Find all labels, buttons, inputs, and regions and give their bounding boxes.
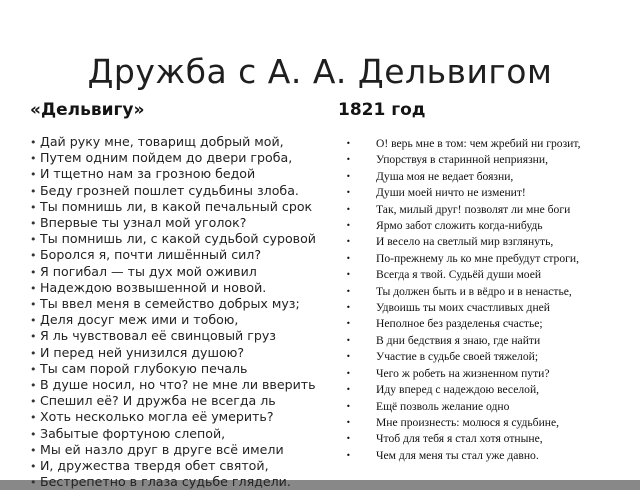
poem-line bbox=[333, 169, 633, 185]
poem-line-text: Путем одним пойдем до двери гроба, bbox=[40, 150, 293, 166]
bullet-icon: • bbox=[346, 303, 351, 313]
poem-line bbox=[28, 426, 333, 442]
poem-line-text: Чтоб для тебя я стал хотя отныне, bbox=[376, 432, 543, 446]
poem-line-text: Участие в судьбе своей тяжелой; bbox=[376, 350, 539, 364]
bullet-icon: • bbox=[30, 249, 37, 263]
bullet-icon: • bbox=[346, 434, 351, 444]
bullet-icon: • bbox=[30, 152, 37, 166]
poem-line-text: О! верь мне в том: чем жребий ни грозит, bbox=[376, 137, 581, 150]
poem-line-text: Всегда я твой. Судьёй души моей bbox=[376, 268, 542, 282]
poem-line-text: Дай руку мне, товарищ добрый мой, bbox=[40, 134, 284, 149]
poem-line-text: Мы ей назло друг в друге всё имели bbox=[40, 441, 284, 457]
poem-line bbox=[28, 328, 333, 344]
poem-line-text: И перед ней унизился душою? bbox=[40, 344, 245, 360]
poem-line bbox=[333, 415, 633, 431]
poem-line-text: Надеждою возвышенной и новой. bbox=[40, 279, 267, 295]
bullet-icon: • bbox=[30, 200, 37, 214]
poem-line-text: Ты помнишь ли, в какой печальный срок bbox=[40, 198, 313, 214]
poem-line-text: Иду вперед с надеждою веселой, bbox=[376, 383, 540, 397]
bullet-icon: • bbox=[346, 237, 351, 247]
poem-line bbox=[28, 150, 333, 166]
poem-line bbox=[333, 152, 633, 168]
bullet-icon: • bbox=[346, 286, 351, 296]
bullet-icon: • bbox=[346, 319, 351, 329]
poem-line bbox=[28, 361, 333, 377]
poem-line-text: Упорствуя в старинной неприязни, bbox=[376, 153, 548, 167]
poem-line bbox=[333, 382, 633, 398]
poem-line bbox=[28, 312, 333, 328]
poem-line-text: В душе носил, но что? не мне ли вверить bbox=[40, 377, 316, 393]
poem-line-text: Ты должен быть и в вёдро и в ненастье, bbox=[376, 284, 572, 298]
bullet-icon: • bbox=[30, 298, 37, 312]
poem-line-text: Ты помнишь ли, с какой судьбой суровой bbox=[40, 231, 316, 247]
poem-line bbox=[333, 448, 633, 464]
poem-line bbox=[333, 300, 633, 316]
bullet-icon: • bbox=[30, 330, 37, 344]
poem-line-text: В дни бедствия я знаю, где найти bbox=[376, 333, 541, 347]
left-poem-list bbox=[28, 134, 333, 490]
bullet-icon: • bbox=[346, 352, 351, 362]
poem-line bbox=[28, 183, 333, 199]
poem-line bbox=[28, 231, 333, 247]
bullet-icon: • bbox=[30, 476, 37, 490]
bullet-icon: • bbox=[30, 443, 37, 457]
poem-line-text: Ты сам порой глубокую печаль bbox=[40, 360, 248, 376]
bullet-icon: • bbox=[30, 427, 37, 441]
poem-line bbox=[333, 202, 633, 218]
poem-line bbox=[333, 267, 633, 283]
poem-line-text: Я ль чувствовал её свинцовый груз bbox=[40, 328, 276, 344]
poem-line bbox=[28, 166, 333, 182]
poem-line bbox=[28, 296, 333, 312]
slide-content bbox=[28, 100, 634, 490]
bullet-icon: • bbox=[30, 168, 37, 182]
poem-line bbox=[28, 199, 333, 215]
poem-line bbox=[28, 458, 333, 474]
poem-line bbox=[28, 264, 333, 280]
bullet-icon: • bbox=[346, 335, 351, 345]
bullet-icon: • bbox=[346, 155, 351, 165]
right-column-heading: 1821 год bbox=[338, 100, 426, 120]
poem-line-text: Впервые ты узнал мой уголок? bbox=[40, 215, 247, 231]
poem-line-text: И весело на светлый мир взглянуть, bbox=[376, 235, 554, 249]
bullet-icon: • bbox=[30, 233, 37, 247]
poem-line bbox=[333, 349, 633, 365]
poem-line-text: Деля досуг меж ими и тобою, bbox=[40, 312, 239, 328]
poem-line bbox=[333, 399, 633, 415]
bullet-icon: • bbox=[346, 253, 351, 263]
poem-line-text: Мне произнесть: молюся я судьбине, bbox=[376, 415, 560, 429]
bullet-icon: • bbox=[346, 188, 351, 198]
poem-line-text: Спешил её? И дружба не всегда ль bbox=[40, 393, 276, 409]
poem-line bbox=[28, 442, 333, 458]
bullet-icon: • bbox=[30, 379, 37, 393]
poem-line-text: Чем для меня ты стал уже давно. bbox=[376, 448, 539, 462]
bullet-icon: • bbox=[30, 362, 37, 376]
poem-line bbox=[333, 366, 633, 382]
bullet-icon: • bbox=[30, 460, 37, 474]
bullet-icon: • bbox=[346, 204, 351, 214]
right-column bbox=[333, 100, 633, 490]
poem-line-text: Бестрепетно в глаза судьбе глядели. bbox=[40, 474, 291, 490]
bullet-icon: • bbox=[346, 385, 351, 395]
poem-line bbox=[333, 316, 633, 332]
poem-line bbox=[333, 218, 633, 234]
bullet-icon: • bbox=[346, 221, 351, 231]
poem-line-text: Я погибал — ты дух мой оживил bbox=[40, 263, 257, 279]
bullet-icon: • bbox=[346, 401, 351, 411]
poem-line-text: Беду грозней пошлет судьбины злоба. bbox=[40, 182, 299, 198]
bullet-icon: • bbox=[346, 139, 351, 148]
poem-line bbox=[333, 431, 633, 447]
poem-line-text: Так, милый друг! позволят ли мне боги bbox=[376, 202, 571, 216]
poem-line bbox=[28, 345, 333, 361]
bullet-icon: • bbox=[30, 411, 37, 425]
poem-line-text: И тщетно нам за грозною бедой bbox=[40, 166, 256, 182]
poem-line bbox=[28, 134, 333, 150]
poem-line-text: Удвоишь ты моих счастливых дней bbox=[376, 301, 550, 315]
poem-line bbox=[28, 474, 333, 490]
poem-line bbox=[28, 393, 333, 409]
bullet-icon: • bbox=[30, 217, 37, 231]
poem-line bbox=[28, 409, 333, 425]
poem-line-text: Неполное без разделенья счастье; bbox=[376, 317, 543, 331]
poem-line bbox=[28, 280, 333, 296]
bullet-icon: • bbox=[30, 314, 37, 328]
bullet-icon: • bbox=[30, 346, 37, 360]
poem-line bbox=[333, 251, 633, 267]
bullet-icon: • bbox=[346, 171, 351, 181]
poem-line bbox=[333, 284, 633, 300]
poem-line-text: По-прежнему ль ко мне пребудут строги, bbox=[376, 251, 580, 265]
poem-line-text: Хоть несколько могла её умерить? bbox=[40, 409, 274, 425]
bullet-icon: • bbox=[30, 395, 37, 409]
poem-line-text: Душа моя не ведает боязни, bbox=[376, 169, 514, 183]
poem-line-text: Забытые фортуною слепой, bbox=[40, 425, 226, 441]
bullet-icon: • bbox=[346, 417, 351, 427]
poem-line bbox=[28, 377, 333, 393]
left-column-heading: «Дельвигу» bbox=[30, 100, 145, 120]
poem-line bbox=[333, 234, 633, 250]
left-column bbox=[28, 100, 333, 490]
bullet-icon: • bbox=[346, 450, 351, 460]
bullet-icon: • bbox=[30, 281, 37, 295]
bullet-icon: • bbox=[346, 368, 351, 378]
bullet-icon: • bbox=[30, 136, 37, 149]
poem-line-text: Души моей ничто не изменит! bbox=[376, 186, 526, 200]
poem-line-text: Боролся я, почти лишённый сил? bbox=[40, 247, 262, 263]
poem-line-text: Ещё позволь желание одно bbox=[376, 399, 510, 413]
slide-title: Дружба с А. А. Дельвигом bbox=[87, 52, 553, 91]
right-poem-list bbox=[333, 136, 633, 464]
poem-line bbox=[28, 215, 333, 231]
poem-line bbox=[28, 247, 333, 263]
poem-line-text: Ярмо забот сложить когда-нибудь bbox=[376, 219, 543, 233]
poem-line bbox=[333, 333, 633, 349]
poem-line bbox=[333, 136, 633, 152]
bullet-icon: • bbox=[346, 270, 351, 280]
poem-line-text: Ты ввел меня в семейство добрых муз; bbox=[40, 296, 300, 312]
poem-line-text: Чего ж робеть на жизненном пути? bbox=[376, 366, 550, 380]
poem-line bbox=[333, 185, 633, 201]
poem-line-text: И, дружества твердя обет святой, bbox=[40, 458, 269, 474]
bullet-icon: • bbox=[30, 265, 37, 279]
bullet-icon: • bbox=[30, 184, 37, 198]
